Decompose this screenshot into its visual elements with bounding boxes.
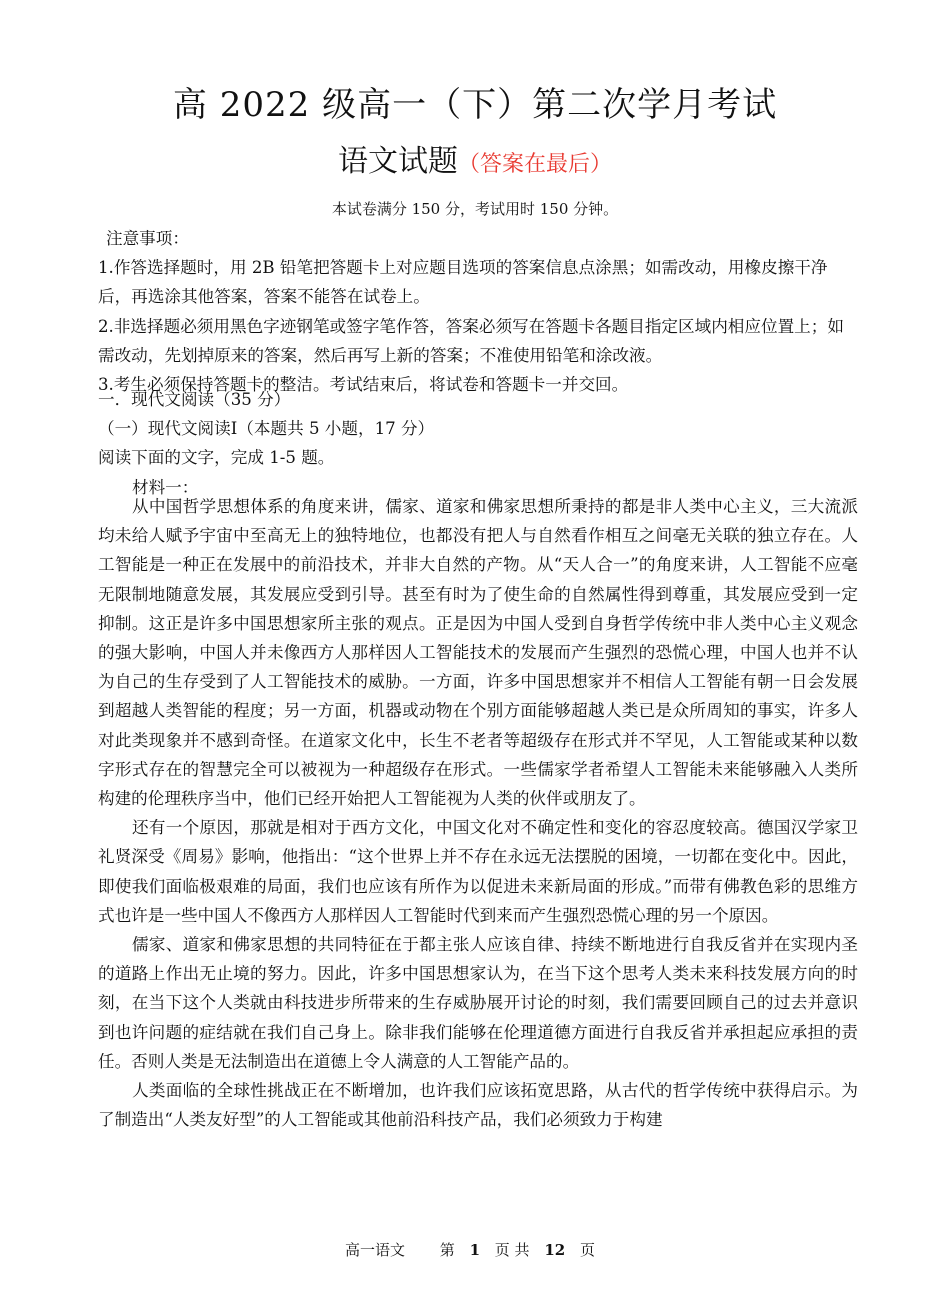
instructions bbox=[98, 224, 858, 399]
instruction-item: 2.非选择题必须用黑色字迹钢笔或签字笔作答，答案必须写在答题卡各题目指定区域内相应位置上；如需改动，先划掉原来的答案，然后再写上新的答案；不准使用铅笔和涂改液。 bbox=[98, 316, 844, 365]
part-heading: 一．现代文阅读（35 分） bbox=[98, 390, 291, 409]
passage-paragraph: 还有一个原因，那就是相对于西方文化，中国文化对不确定性和变化的容忍度较高。德国汉学家卫礼贤深受《周易》影响，他指出：“这个世界上并不存在永远无法摆脱的困境，一切都在变化中。因此，即使我们面临极艰难的局面，我们也应该有所作为以促进未来新局面的形成。”而带有佛教色彩的思维方式也许是一些中国人不像西方人那样因人工智能时代到来而产生强烈恐慌心理的另一个原因。 bbox=[98, 818, 858, 925]
subpart-heading: （一）现代文阅读Ⅰ（本题共 5 小题，17 分） bbox=[98, 419, 435, 439]
footer-course: 高一语文 bbox=[344, 1241, 405, 1259]
passage-paragraph: 儒家、道家和佛家思想的共同特征在于都主张人应该自律、持续不断地进行自我反省并在实现内圣的道路上作出无止境的努力。因此，许多中国思想家认为，在当下这个思考人类未来科技发展方向的时刻，在当下这个人类就由科技进步所带来的生存威胁展开讨论的时刻，我们需要回顾自己的过去并意识到也许问题的症结就在我们自己身上。除非我们能够在伦理道德方面进行自我反省并承担起应承担的责任。否则人类是无法制造出在道德上令人满意的人工智能产品的。 bbox=[98, 935, 858, 1071]
page-number bbox=[430, 1241, 605, 1259]
page-suffix: 页 bbox=[580, 1241, 596, 1259]
passage-paragraph: 人类面临的全球性挑战正在不断增加，也许我们应该拓宽思路，从古代的哲学传统中获得启示。为了制造出“人类友好型”的人工智能或其他前沿科技产品，我们必须致力于构建 bbox=[98, 1081, 858, 1130]
page-prefix: 第 bbox=[439, 1241, 455, 1259]
current-page: 1 bbox=[469, 1241, 480, 1259]
material-label: 材料一： bbox=[132, 477, 199, 497]
answer-note: （答案在最后） bbox=[457, 152, 612, 177]
instructions-heading: 注意事项： bbox=[106, 229, 189, 248]
subject-title bbox=[0, 140, 950, 187]
instruction-item: 3.考生必须保持答题卡的整洁。考试结束后，将试卷和答题卡一并交回。 bbox=[98, 375, 629, 395]
reading-passage bbox=[98, 492, 858, 1134]
instruction-item: 1.作答选择题时，用 2B 铅笔把答题卡上对应题目选项的答案信息点涂黑；如需改动，用橡皮擦干净后，再选涂其他答案，答案不能答在试卷上。 bbox=[98, 258, 828, 307]
total-pages: 12 bbox=[544, 1241, 566, 1259]
section-header bbox=[98, 385, 858, 502]
exam-info: 本试卷满分 150 分，考试用时 150 分钟。 bbox=[331, 200, 619, 218]
page-mid: 页 共 bbox=[494, 1241, 530, 1259]
subject-label: 语文试题 bbox=[337, 144, 458, 179]
page-footer bbox=[0, 1240, 950, 1260]
exam-title: 高 2022 级高一（下）第二次学月考试 bbox=[172, 85, 778, 125]
reading-directive: 阅读下面的文字，完成 1-5 题。 bbox=[98, 448, 335, 468]
passage-paragraph: 从中国哲学思想体系的角度来讲，儒家、道家和佛家思想所秉持的都是非人类中心主义，三大流派均未给人赋予宇宙中至高无上的独特地位，也都没有把人与自然看作相互之间毫无关联的独立存在。人工智能是一种正在发展中的前沿技术，并非大自然的产物。从“天人合一”的角度来讲，人工智能不应毫无限制地随意发展，其发展应受到引导。甚至有时为了使生命的自然属性得到尊重，其发展应受到一定抑制。这正是许多中国思想家所主张的观点。正是因为中国人受到自身哲学传统中非人类中心主义观念的强大影响，中国人并未像西方人那样因人工智能技术的发展而产生强烈的恐慌心理，中国人也并不认为自己的生存受到了人工智能技术的威胁。一方面，许多中国思想家并不相信人工智能有朝一日会发展到超越人类智能的程度；另一方面，机器或动物在个别方面能够超越人类已是众所周知的事实，许多人对此类现象并不感到奇怪。在道家文化中，长生不老者等超级存在形式并不罕见，人工智能或某种以数字形式存在的智慧完全可以被视为一种超级存在形式。一些儒家学者希望人工智能未来能够融入人类所构建的伦理秩序当中，他们已经开始把人工智能视为人类的伙伴或朋友了。 bbox=[98, 497, 858, 809]
